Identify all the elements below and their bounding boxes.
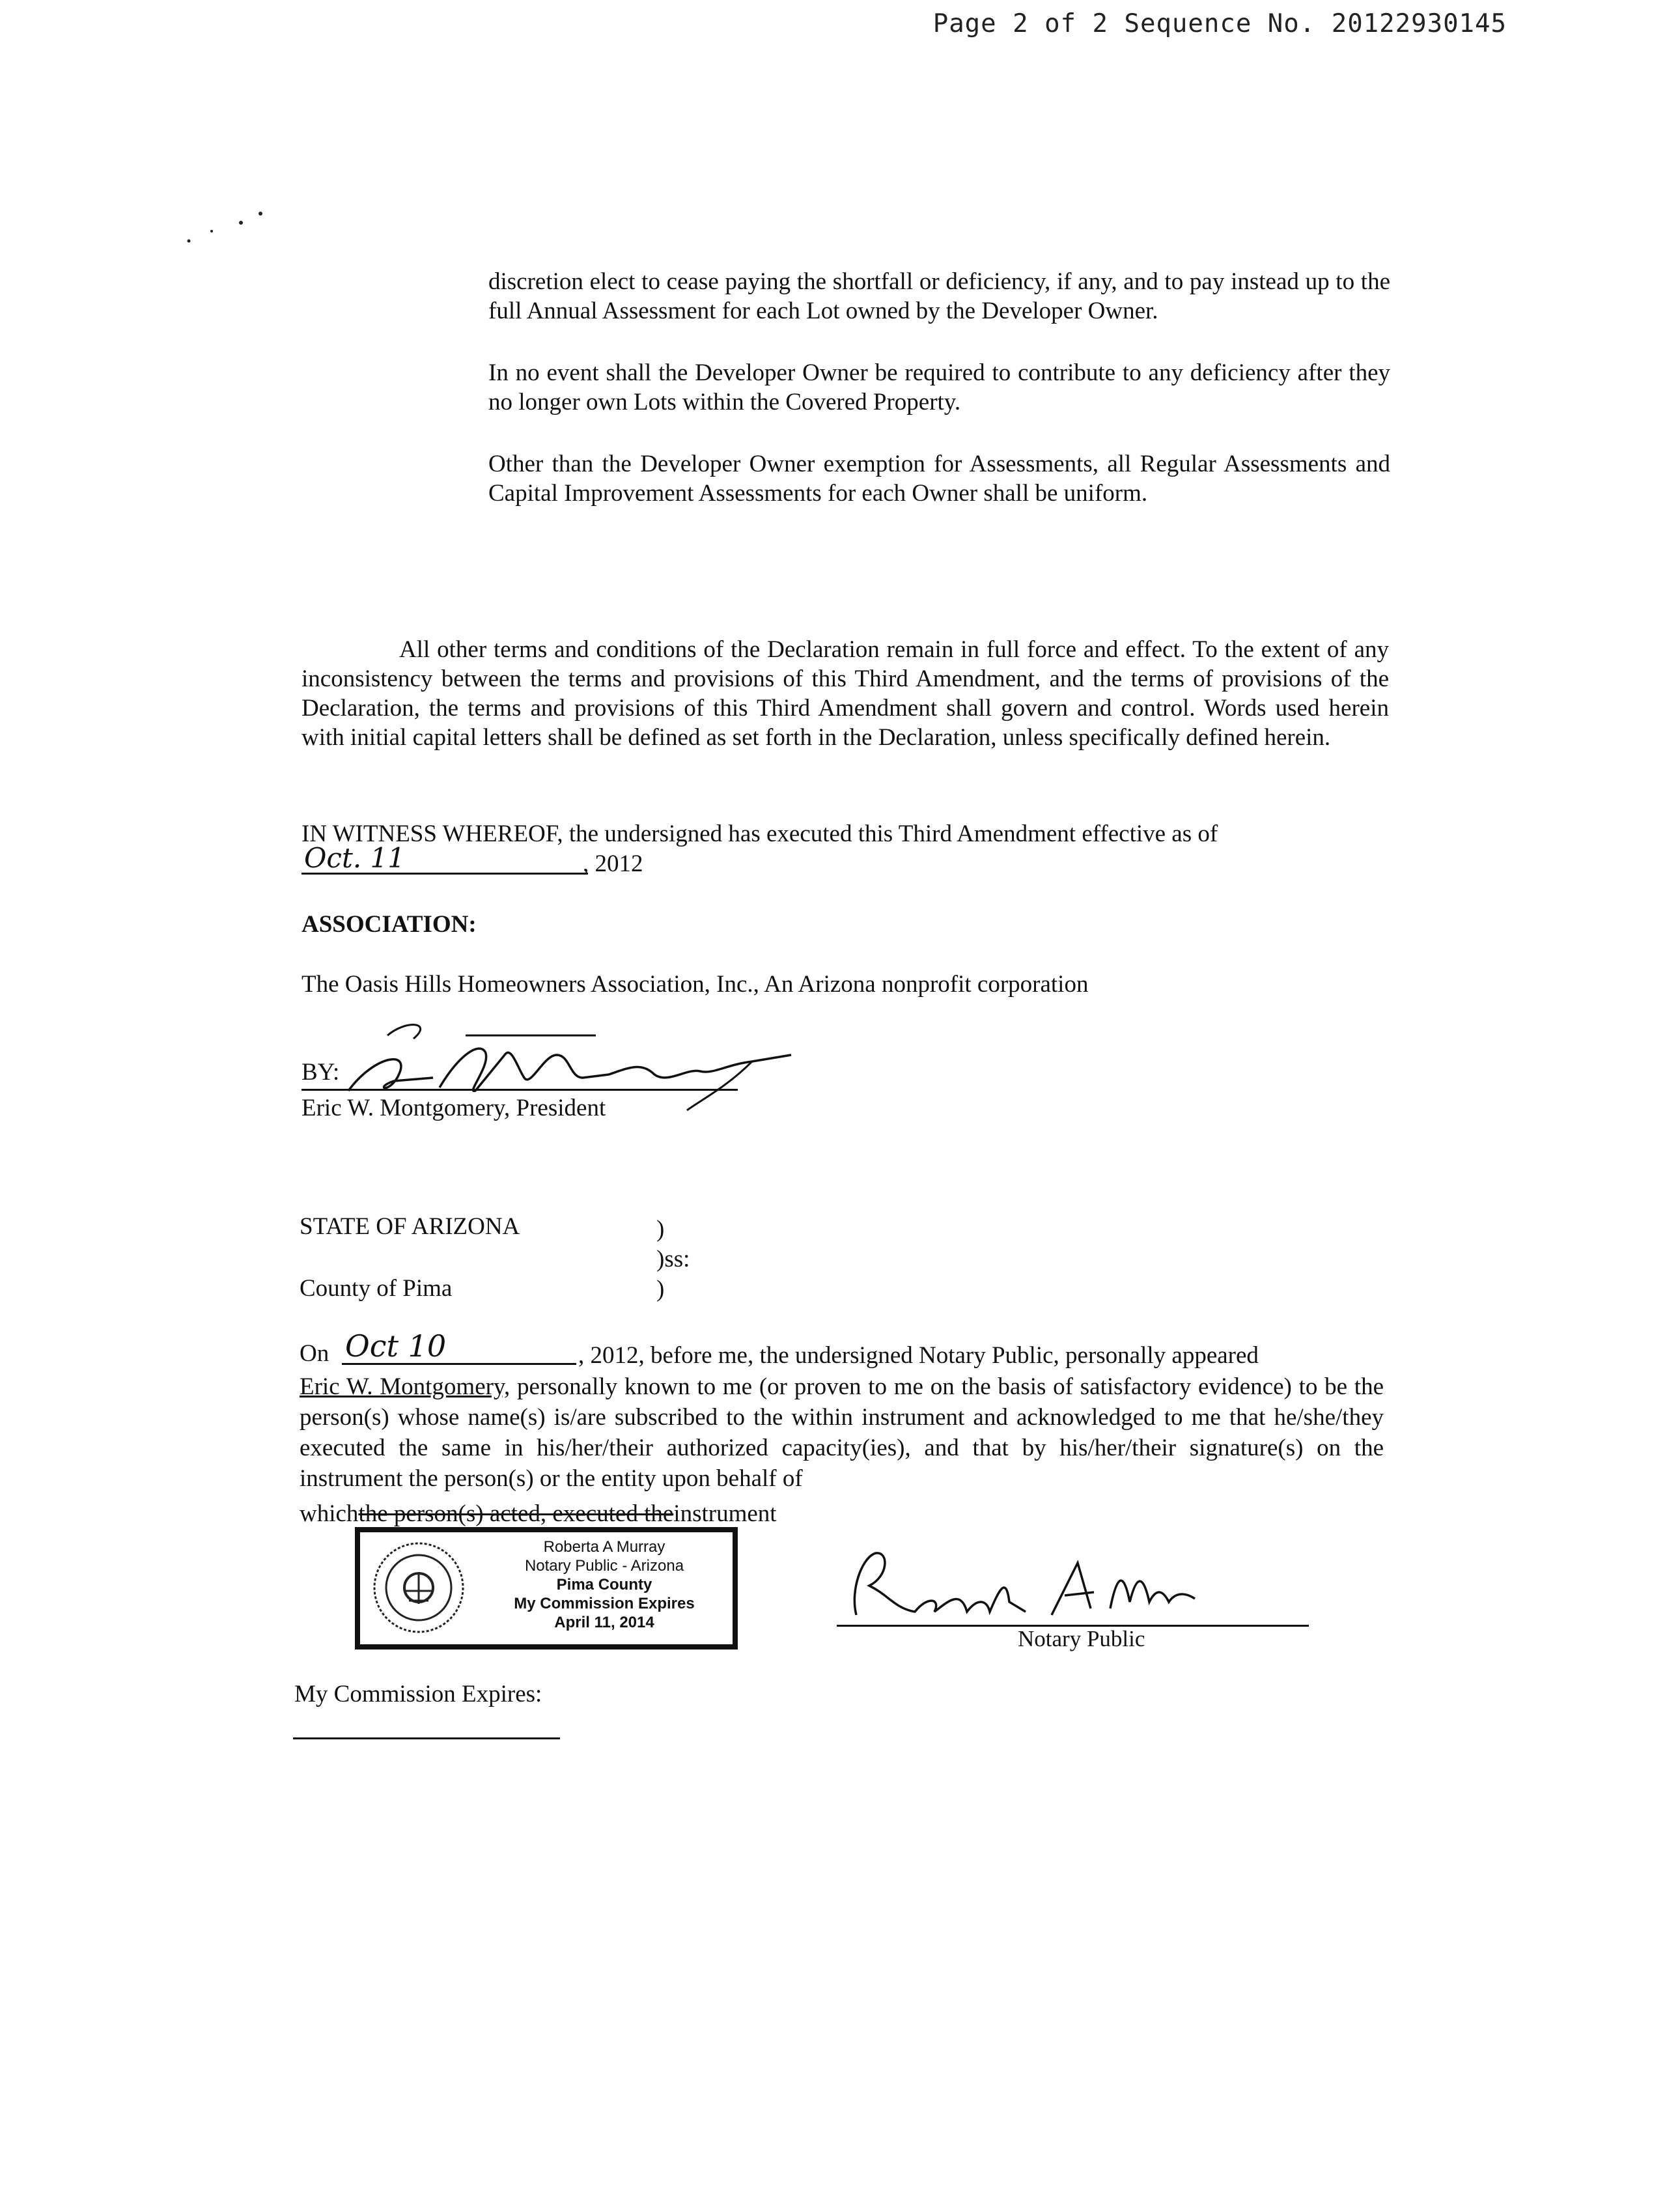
association-name: The Oasis Hills Homeowners Association, Inc., An Arizona nonprofit corporation: [301, 971, 1089, 998]
notary-date-line: [342, 1363, 576, 1365]
ss-label: )ss:: [656, 1246, 690, 1272]
stamp-text: [474, 1537, 735, 1632]
last-line-start: which: [300, 1500, 359, 1527]
appeared-name: Eric W. Montgomery,: [300, 1373, 511, 1400]
notary-public-label: Notary Public: [1018, 1626, 1145, 1651]
stamp-notary-name: Roberta A Murray: [543, 1538, 665, 1556]
indented-paragraphs: [488, 267, 1390, 508]
association-heading: ASSOCIATION:: [301, 911, 477, 938]
notary-date-handwritten: Oct 10: [345, 1328, 447, 1364]
notary-stamp: [355, 1527, 738, 1650]
stamp-expiry: April 11, 2014: [554, 1614, 654, 1631]
general-paragraph: All other terms and conditions of the Declaration remain in full force and effect. To the extent of any inconsistency between the terms and provisions of this Third Amendment, and the terms of provisions of the Declaration, the terms and provisions of this Third Amendment shall govern and control. Words used herein with initial capital letters shall be defined as set forth in the Declaration, unless specifically defined herein.: [301, 636, 1389, 751]
witness-date-line: [301, 873, 588, 875]
ack-body-text: personally known to me (or proven to me on the basis of satisfactory evidence) to be the person(s) whose name(s) is/are subscribed to the within instrument and acknowledged to me that he/she/they executed the same in his/her/their authorized capacity(ies), and that by his/her/their signature(s) on the instrument the person(s) or the entity upon behalf of: [300, 1373, 1384, 1492]
paragraph-deficiency: In no event shall the Developer Owner be required to contribute to any deficiency after they no longer own Lots within the Covered Property.: [488, 359, 1390, 415]
state-label: STATE OF ARIZONA: [300, 1213, 520, 1240]
county-label: County of Pima: [300, 1275, 453, 1302]
notary-seal-icon: [370, 1539, 468, 1636]
stamp-commission: My Commission Expires: [514, 1595, 695, 1612]
acknowledgment-body: [300, 1371, 1384, 1494]
page-header: Page 2 of 2 Sequence No. 20122930145: [932, 9, 1507, 38]
witness-year: , 2012: [583, 850, 643, 877]
ack-line1-rest: , 2012, before me, the undersigned Notary Public, personally appeared: [578, 1342, 1259, 1369]
venue-paren-top: ): [656, 1216, 665, 1242]
venue-paren-bottom: ): [656, 1276, 665, 1302]
signature-murray: [837, 1537, 1201, 1635]
ack-last-line: [300, 1500, 777, 1528]
struck-text: the person(s) acted, executed the: [358, 1500, 674, 1527]
paragraph-uniform: Other than the Developer Owner exemption for Assessments, all Regular Assessments and Capital Improvement Assessments for each Owner shall be uniform.: [488, 451, 1390, 507]
on-label: On: [300, 1340, 329, 1367]
by-label: BY:: [301, 1059, 340, 1086]
stamp-title: Notary Public - Arizona: [524, 1557, 684, 1575]
stamp-county: Pima County: [556, 1576, 652, 1593]
last-line-end: instrument: [673, 1500, 777, 1527]
signer-title: Eric W. Montgomery, President: [301, 1095, 606, 1121]
scan-specks: [186, 208, 283, 247]
commission-expires-label: My Commission Expires:: [294, 1681, 542, 1707]
association-signature-line: [301, 1089, 738, 1091]
witness-paragraph: IN WITNESS WHEREOF, the undersigned has executed this Third Amendment effective as of: [301, 821, 1218, 847]
commission-expires-line: [293, 1737, 560, 1739]
witness-date-handwritten: Oct. 11: [304, 842, 405, 874]
paragraph-assessment: discretion elect to cease paying the shortfall or deficiency, if any, and to pay instead up to the full Annual Assessment for each Lot owned by the Developer Owner.: [488, 268, 1390, 324]
